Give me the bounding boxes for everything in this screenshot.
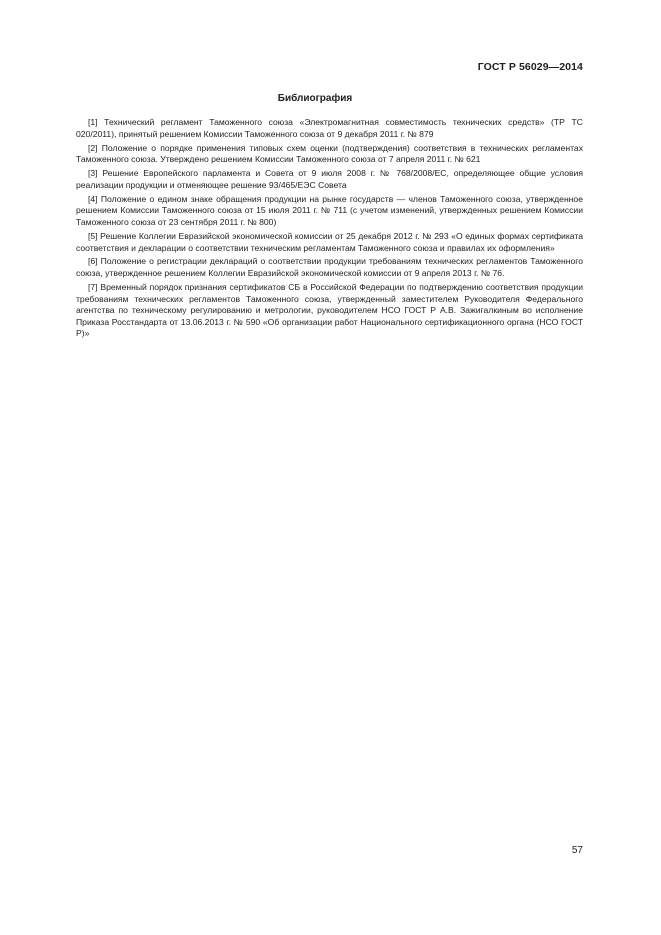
page-number: 57: [571, 845, 583, 856]
section-title: Библиография: [277, 93, 353, 104]
bibliography-entry-1: [1] Технический регламент Таможенного союза «Электромагнитная совместимость технических средств» (ТР ТС 020/2011), принятый решением Комиссии Таможенного союза от 9 декабря 2011 г. № 879: [76, 117, 583, 139]
bibliography-entry-4: [4] Положение о едином знаке обращения продукции на рынке государств — членов Таможенного союза, утвержденное решением Комиссии Таможенного союза от 15 июля 2011 г. № 711 (с учетом изменений, утвержденных решением Комиссии Таможенного союза от 23 сентября 2011 г. № 800): [76, 193, 583, 227]
bibliography-entry-7: [7] Временный порядок признания сертификатов СБ в Российской Федерации по подтверждению соответствия продукции требованиям технических регламентов Таможенного союза, утвержденный заместителем Руководителя Федерального агентства по техническому регулированию и метрологии, руководителем НСО ГОСТ Р А.В. Зажигалкиным во исполнение Приказа Росстандарта от 13.06.2013 г. № 590 «Об организации работ Национального сертификационного органа (НСО ГОСТ Р)»: [76, 282, 583, 339]
bibliography-entry-6: [6] Положение о регистрации деклараций о соответствии продукции требованиям технических регламентов Таможенного союза, утвержденное решением Коллегии Евразийской экономической комиссии от 9 апреля 2013 г. № 76.: [76, 256, 583, 279]
document-code: ГОСТ Р 56029—2014: [477, 61, 583, 73]
bibliography-entry-3: [3] Решение Европейского парламента и Совета от 9 июля 2008 г. № 768/2008/ЕС, определяющее общие условия реализации продукции и отменяющее решение 93/465/ЕЭС Совета: [76, 168, 583, 190]
bibliography-entry-5: [5] Решение Коллегии Евразийской экономической комиссии от 25 декабря 2012 г. № 293 «О единых формах сертификата соответствия и декларации о соответствии техническим регламентам Таможенного союза и правилах их оформления»: [76, 230, 583, 253]
bibliography-entry-2: [2] Положение о порядке применения типовых схем оценки (подтверждения) соответствия в технических регламентах Таможенного союза. Утверждено решением Комиссии Таможенного союза от 7 апреля 2011 г. № 621: [76, 142, 583, 165]
bibliography-list: [76, 117, 583, 342]
